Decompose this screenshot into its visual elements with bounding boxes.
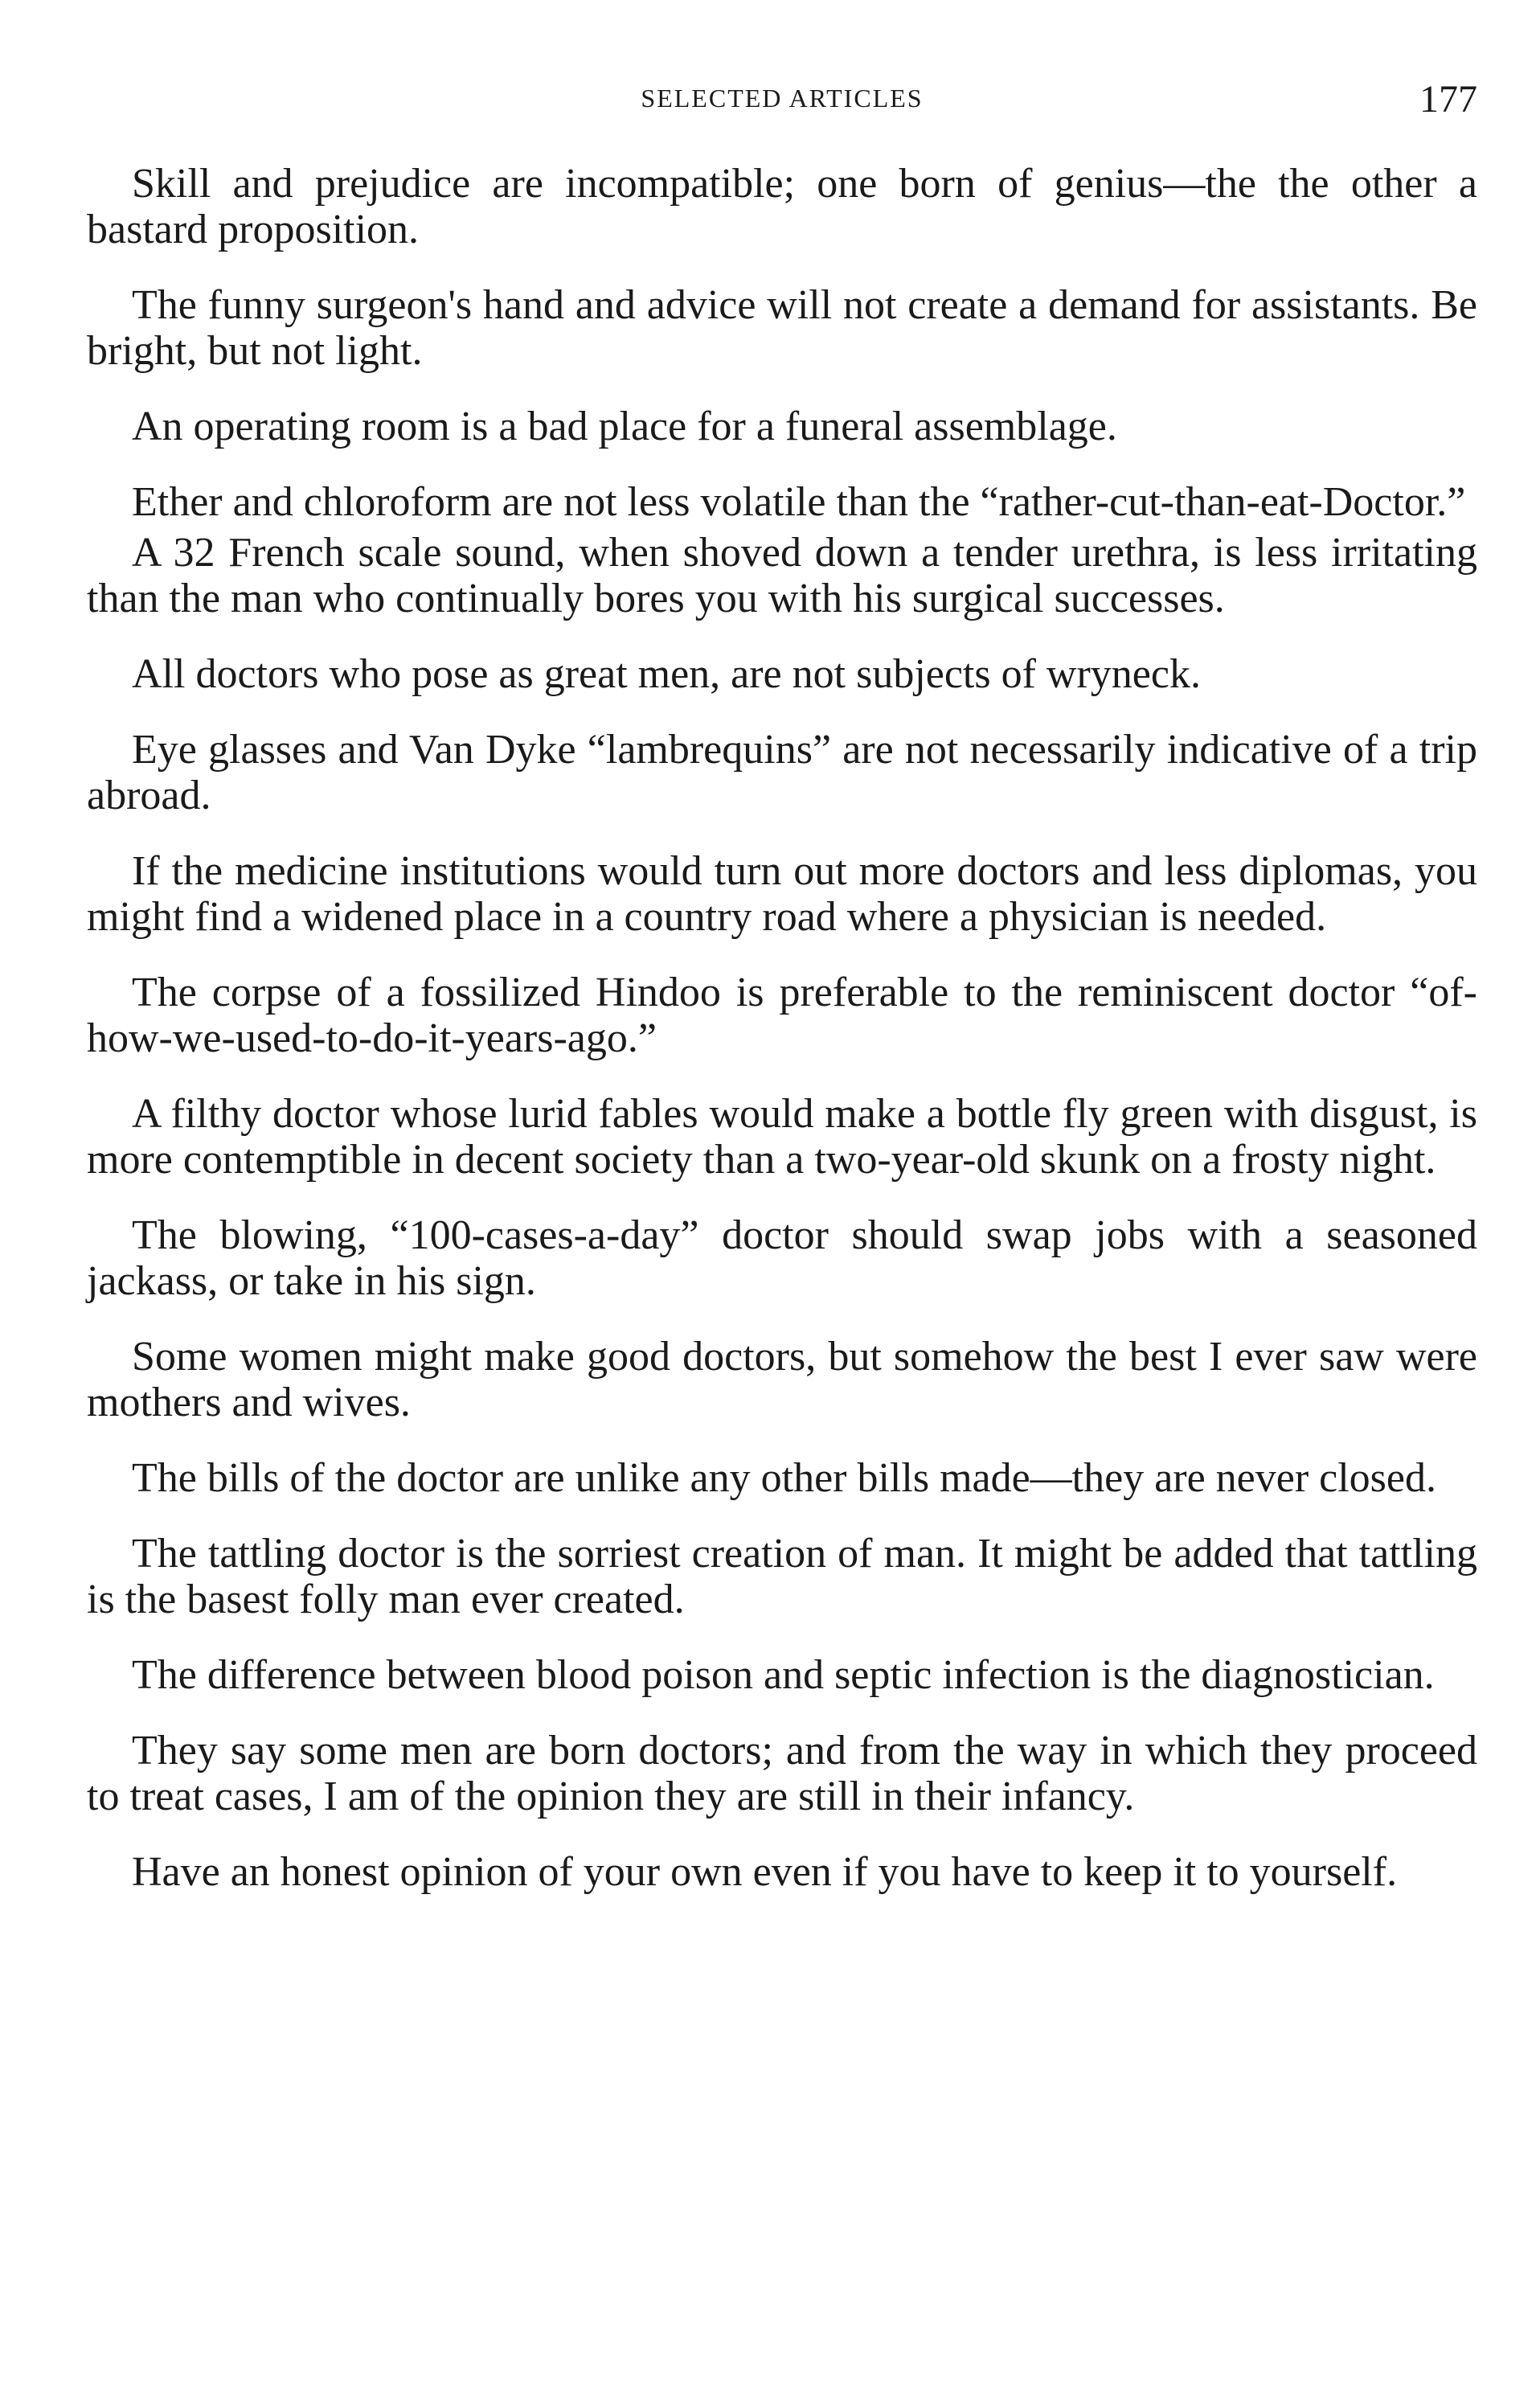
paragraph-operating-room: An operating room is a bad place for a funeral assemblage.	[132, 404, 1117, 449]
paragraph-honest-opinion: Have an honest opinion of your own even if you have to keep it to yourself.	[132, 1849, 1398, 1895]
running-title: SELECTED ARTICLES	[641, 84, 924, 113]
paragraph-hundred-cases: The blowing, “100-cases-a-day” doctor should swap jobs with a seasoned jackass, or take in his sign.	[87, 1212, 1477, 1304]
paragraph-born-doctors: They say some men are born doctors; and from the way in which they proceed to treat cases, I am of the opinion they are still in their infancy.	[87, 1728, 1477, 1819]
paragraph-women-doctors: Some women might make good doctors, but somehow the best I ever saw were mothers and wives.	[87, 1334, 1477, 1425]
paragraph-french-scale-sound: A 32 French scale sound, when shoved down a tender urethra, is less irritating than the man who continually bores you with his surgical successes.	[87, 530, 1477, 621]
paragraph-blood-poison: The difference between blood poison and septic infection is the diagnostician.	[132, 1652, 1435, 1698]
paragraph-ether-chloroform: Ether and chloroform are not less volatile than the “rather-cut-than-eat-Doctor.”	[132, 479, 1466, 525]
body-text	[87, 161, 1477, 1925]
paragraph-skill-prejudice: Skill and prejudice are incompatible; one born of genius—the the other a bastard proposition.	[87, 161, 1477, 252]
paragraph-great-men: All doctors who pose as great men, are not subjects of wryneck.	[132, 651, 1201, 697]
paragraph-filthy-doctor: A filthy doctor whose lurid fables would make a bottle fly green with disgust, is more contemptible in decent society than a two-year-old skunk on a frosty night.	[87, 1091, 1477, 1183]
page-number: 177	[1419, 78, 1477, 121]
paragraph-doctor-bills: The bills of the doctor are unlike any other bills made—they are never closed.	[132, 1455, 1436, 1501]
paragraph-eye-glasses: Eye glasses and Van Dyke “lambrequins” are not necessarily indicative of a trip abroad.	[87, 727, 1477, 818]
paragraph-funny-surgeon: The funny surgeon's hand and advice will not create a demand for assistants. Be bright, but not light.	[87, 282, 1477, 374]
running-head	[87, 77, 1477, 125]
paragraph-tattling-doctor: The tattling doctor is the sorriest creation of man. It might be added that tattling is the basest folly man ever created.	[87, 1531, 1477, 1622]
paragraph-medicine-institutions: If the medicine institutions would turn out more doctors and less diplomas, you might find a widened place in a country road where a physician is needed.	[87, 848, 1477, 940]
paragraph-fossilized-hindoo: The corpse of a fossilized Hindoo is preferable to the reminiscent doctor “of-how-we-used-to-do-it-years-ago.”	[87, 970, 1477, 1061]
